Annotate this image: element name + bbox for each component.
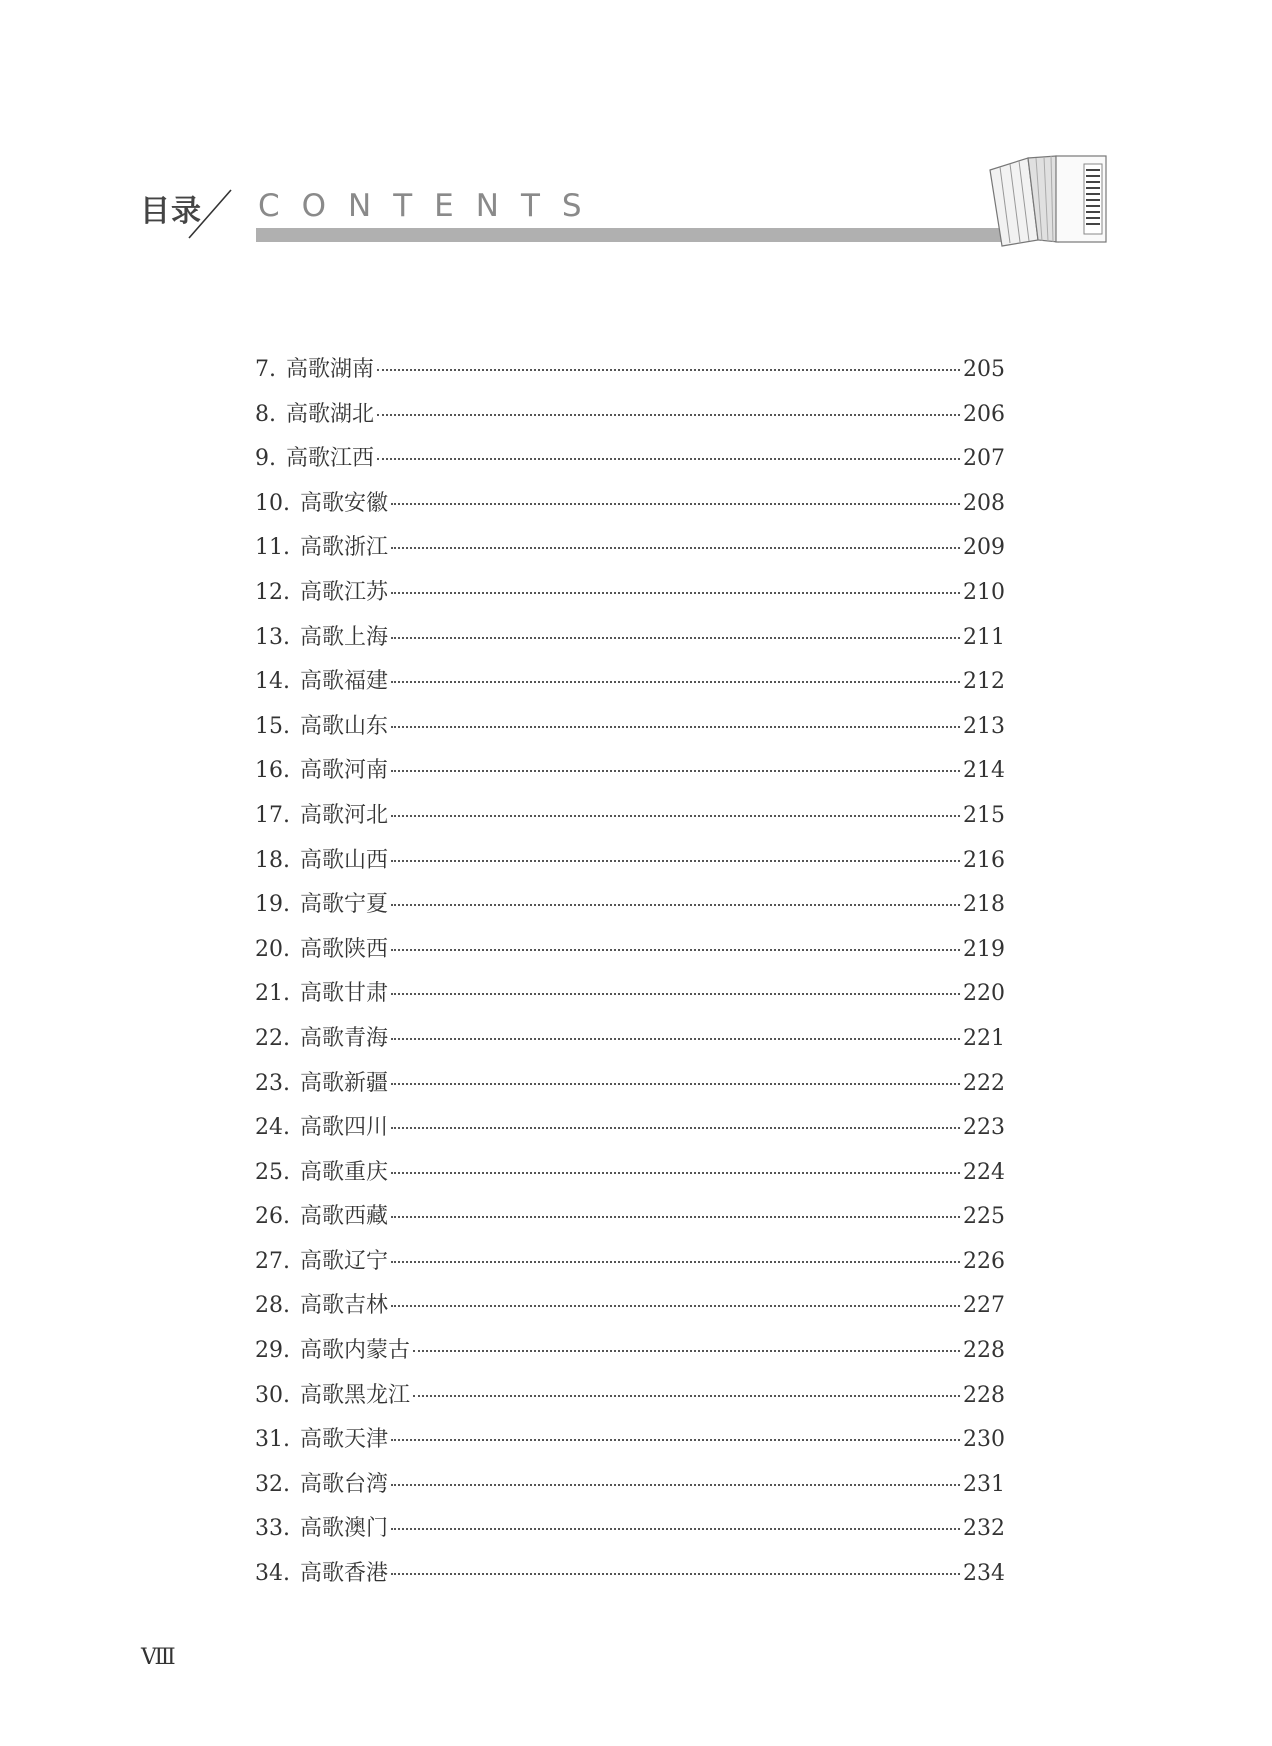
dot-leader xyxy=(391,904,960,906)
toc-entry[interactable] xyxy=(255,1106,1005,1151)
toc-entry-title: 高歌上海 xyxy=(300,624,389,650)
toc-entry-title: 高歌湖南 xyxy=(286,357,375,382)
toc-entry-page: 228 xyxy=(963,1382,1005,1408)
toc-entry-page: 227 xyxy=(963,1293,1005,1319)
dot-leader xyxy=(391,503,960,505)
toc-entry-page: 221 xyxy=(963,1025,1005,1051)
toc-entry[interactable] xyxy=(255,928,1005,973)
toc-entry-number: 25. xyxy=(255,1159,290,1185)
toc-entry-number: 26. xyxy=(255,1204,290,1230)
page-header xyxy=(0,0,1272,260)
dot-leader xyxy=(391,726,960,728)
dot-leader xyxy=(391,1528,960,1530)
dot-leader xyxy=(391,1484,960,1486)
toc-entry-page: 206 xyxy=(963,401,1005,427)
toc-entry-page: 224 xyxy=(963,1159,1005,1185)
toc-entry[interactable] xyxy=(255,1240,1005,1285)
toc-entry-page: 222 xyxy=(963,1070,1005,1096)
toc-entry-page: 230 xyxy=(963,1427,1005,1453)
toc-entry-title: 高歌黑龙江 xyxy=(300,1382,411,1408)
toc-entry-number: 30. xyxy=(255,1382,290,1408)
toc-entry-title: 高歌甘肃 xyxy=(300,981,389,1007)
toc-entry-page: 234 xyxy=(963,1561,1005,1587)
toc-entry[interactable] xyxy=(255,1507,1005,1552)
toc-entry[interactable] xyxy=(255,1017,1005,1062)
toc-entry-number: 18. xyxy=(255,847,290,873)
toc-entry-number: 19. xyxy=(255,892,290,918)
toc-entry-title: 高歌河北 xyxy=(300,802,389,828)
toc-entry-number: 28. xyxy=(255,1293,290,1319)
toc-entry[interactable] xyxy=(255,1284,1005,1329)
toc-entry[interactable] xyxy=(255,1374,1005,1419)
toc-entry-number: 32. xyxy=(255,1471,290,1497)
toc-entry[interactable] xyxy=(255,1151,1005,1196)
toc-entry[interactable] xyxy=(255,526,1005,571)
dot-leader xyxy=(391,1305,960,1307)
toc-entry-number: 11. xyxy=(255,535,290,561)
toc-entry-title: 高歌辽宁 xyxy=(300,1248,389,1274)
toc-entry-number: 29. xyxy=(255,1338,290,1364)
toc-entry-page: 210 xyxy=(963,579,1005,605)
toc-entry-title: 高歌台湾 xyxy=(300,1471,389,1497)
toc-entry-page: 223 xyxy=(963,1115,1005,1141)
page-number: Ⅷ xyxy=(141,1645,174,1670)
toc-entry-page: 209 xyxy=(963,535,1005,561)
toc-entry-number: 20. xyxy=(255,936,290,962)
dot-leader xyxy=(391,949,960,951)
toc-entry-title: 高歌陕西 xyxy=(300,936,389,962)
toc-entry-page: 211 xyxy=(963,624,1005,650)
toc-entry-page: 214 xyxy=(963,758,1005,784)
toc-entry-page: 215 xyxy=(963,802,1005,828)
toc-entry-title: 高歌澳门 xyxy=(300,1516,389,1542)
toc-entry-number: 10. xyxy=(255,490,290,516)
toc-entry[interactable] xyxy=(255,616,1005,661)
toc-entry[interactable] xyxy=(255,794,1005,839)
toc-entry-title: 高歌重庆 xyxy=(300,1159,389,1185)
toc-entry-title: 高歌西藏 xyxy=(300,1204,389,1230)
dot-leader xyxy=(391,860,960,862)
dot-leader xyxy=(391,637,960,639)
toc-entry[interactable] xyxy=(255,1463,1005,1508)
toc-entry[interactable] xyxy=(255,1418,1005,1463)
toc-entry-number: 7. xyxy=(255,357,276,382)
toc-entry-number: 23. xyxy=(255,1070,290,1096)
toc-entry-title: 高歌湖北 xyxy=(286,401,375,427)
toc-entry-title: 高歌山西 xyxy=(300,847,389,873)
toc-entry-title: 高歌江苏 xyxy=(300,579,389,605)
dot-leader xyxy=(377,414,960,416)
toc-entry-title: 高歌宁夏 xyxy=(300,892,389,918)
toc-entry-title: 高歌内蒙古 xyxy=(300,1338,411,1364)
dot-leader xyxy=(391,681,960,683)
toc-entry-number: 31. xyxy=(255,1427,290,1453)
toc-entry-page: 216 xyxy=(963,847,1005,873)
toc-entry[interactable] xyxy=(255,1062,1005,1107)
toc-entry[interactable] xyxy=(255,1329,1005,1374)
toc-list xyxy=(255,348,1005,1597)
title-chinese: 目录 xyxy=(140,194,202,229)
toc-entry-number: 33. xyxy=(255,1516,290,1542)
toc-entry-number: 34. xyxy=(255,1561,290,1587)
toc-entry-title: 高歌安徽 xyxy=(300,490,389,516)
toc-entry-title: 高歌青海 xyxy=(300,1025,389,1051)
toc-entry[interactable] xyxy=(255,839,1005,884)
toc-entry-number: 9. xyxy=(255,446,276,472)
dot-leader xyxy=(391,815,960,817)
toc-entry-number: 13. xyxy=(255,624,290,650)
toc-entry-title: 高歌吉林 xyxy=(300,1293,389,1319)
dot-leader xyxy=(391,547,960,549)
dot-leader xyxy=(391,1439,960,1441)
toc-entry-page: 219 xyxy=(963,936,1005,962)
toc-entry-title: 高歌四川 xyxy=(300,1115,389,1141)
toc-entry-page: 232 xyxy=(963,1516,1005,1542)
toc-entry[interactable] xyxy=(255,660,1005,705)
dot-leader xyxy=(413,1350,960,1352)
toc-entry-title: 高歌福建 xyxy=(300,669,389,695)
dot-leader xyxy=(391,770,960,772)
toc-entry[interactable] xyxy=(255,972,1005,1017)
toc-entry-page: 218 xyxy=(963,892,1005,918)
dot-leader xyxy=(413,1395,960,1397)
toc-entry-number: 24. xyxy=(255,1115,290,1141)
toc-entry-number: 12. xyxy=(255,579,290,605)
dot-leader xyxy=(391,1573,960,1575)
dot-leader xyxy=(391,1261,960,1263)
header-rule xyxy=(256,228,1008,242)
toc-entry-number: 14. xyxy=(255,669,290,695)
toc-entry-page: 225 xyxy=(963,1204,1005,1230)
toc-entry[interactable] xyxy=(255,482,1005,527)
dot-leader xyxy=(391,1216,960,1218)
toc-entry-page: 226 xyxy=(963,1248,1005,1274)
toc-entry[interactable] xyxy=(255,1195,1005,1240)
toc-entry-page: 231 xyxy=(963,1471,1005,1497)
toc-entry[interactable] xyxy=(255,705,1005,750)
toc-entry-title: 高歌江西 xyxy=(286,446,375,472)
dot-leader xyxy=(377,369,960,371)
dot-leader xyxy=(391,1038,960,1040)
toc-entry-page: 207 xyxy=(963,446,1005,472)
toc-entry-number: 17. xyxy=(255,802,290,828)
toc-entry-number: 27. xyxy=(255,1248,290,1274)
toc-entry-number: 21. xyxy=(255,981,290,1007)
accordion-icon xyxy=(986,150,1116,250)
toc-entry-title: 高歌河南 xyxy=(300,758,389,784)
slash-icon xyxy=(185,186,235,242)
toc-entry-title: 高歌新疆 xyxy=(300,1070,389,1096)
dot-leader xyxy=(391,1172,960,1174)
dot-leader xyxy=(391,993,960,995)
toc-entry-page: 220 xyxy=(963,981,1005,1007)
toc-entry-page: 212 xyxy=(963,669,1005,695)
toc-entry-title: 高歌香港 xyxy=(300,1561,389,1587)
toc-entry[interactable] xyxy=(255,571,1005,616)
toc-entry[interactable] xyxy=(255,393,1005,438)
toc-entry[interactable] xyxy=(255,883,1005,928)
dot-leader xyxy=(391,592,960,594)
title-english: CONTENTS xyxy=(258,188,604,224)
toc-entry-number: 8. xyxy=(255,401,276,427)
toc-entry-page: 205 xyxy=(963,357,1005,382)
dot-leader xyxy=(391,1127,960,1129)
toc-entry-page: 228 xyxy=(963,1338,1005,1364)
toc-entry[interactable] xyxy=(255,437,1005,482)
toc-entry-title: 高歌天津 xyxy=(300,1427,389,1453)
toc-entry-title: 高歌浙江 xyxy=(300,535,389,561)
toc-entry-number: 15. xyxy=(255,713,290,739)
dot-leader xyxy=(391,1083,960,1085)
toc-entry-number: 22. xyxy=(255,1025,290,1051)
toc-entry-page: 208 xyxy=(963,490,1005,516)
toc-entry[interactable] xyxy=(255,749,1005,794)
toc-entry-title: 高歌山东 xyxy=(300,713,389,739)
toc-entry-page: 213 xyxy=(963,713,1005,739)
dot-leader xyxy=(377,458,960,460)
toc-entry-number: 16. xyxy=(255,758,290,784)
toc-entry[interactable] xyxy=(255,348,1005,393)
toc-entry[interactable] xyxy=(255,1552,1005,1597)
